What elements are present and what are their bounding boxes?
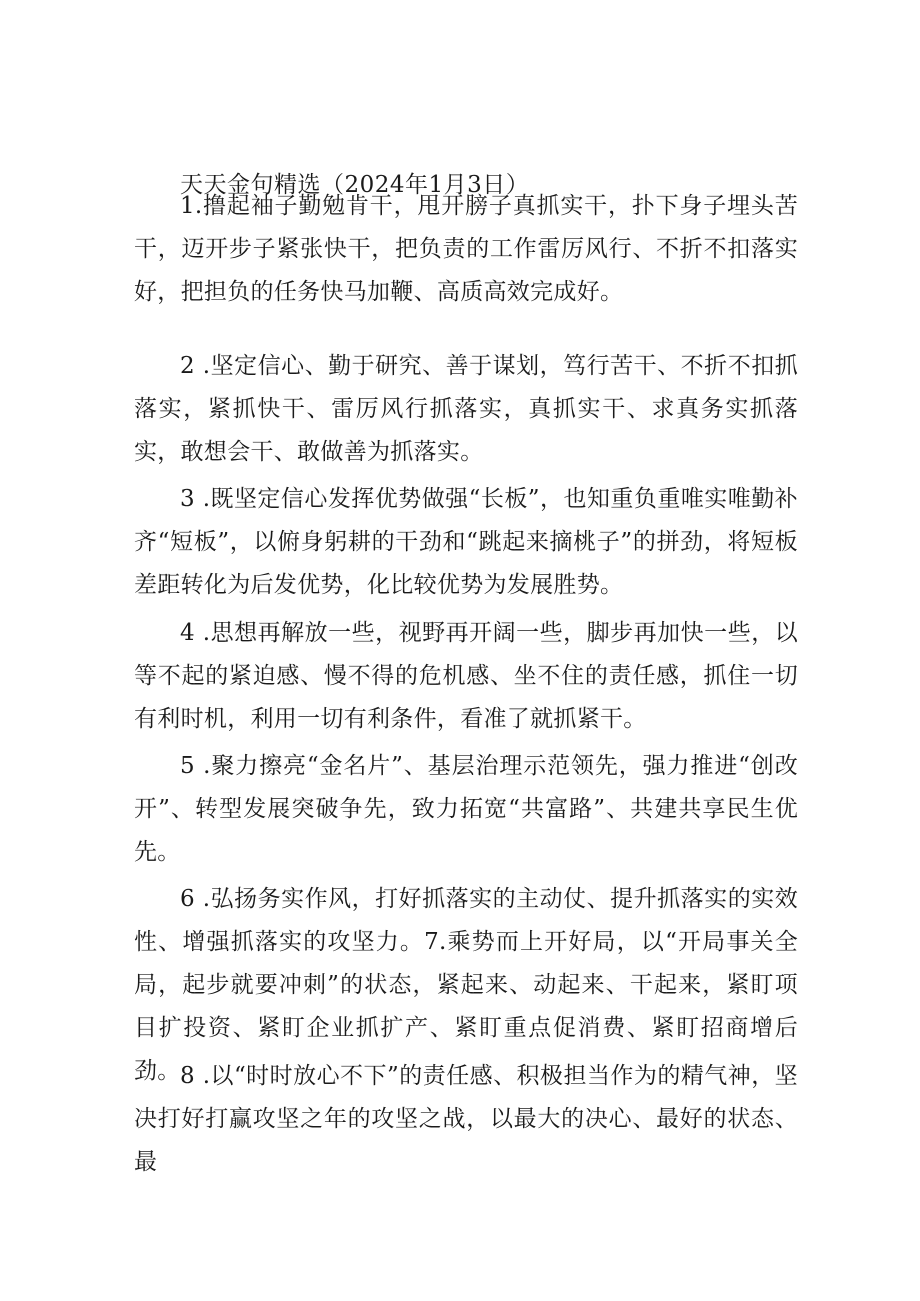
paragraph-3: 3 .既坚定信心发挥优势做强“长板”，也知重负重唯实唯勤补齐“短板”，以俯身躬耕的干劲和“跳起来摘桃子”的拼劲，将短板差距转化为后发优势，化比较优势为发展胜势。: [134, 486, 798, 598]
paragraph-5: 5 .聚力擦亮“金名片”、基层治理示范领先，强力推进“创改开”、转型发展突破争先，致力拓宽“共富路”、共建共享民生优先。: [134, 753, 798, 865]
paragraph-1: 1.撸起袖子勤勉肯干，甩开膀子真抓实干，扑下身子埋头苦干，迈开步子紧张快干，把负责的工作雷厉风行、不折不扣落实好，把担负的任务快马加鞭、高质高效完成好。: [134, 193, 798, 305]
paragraph-6: 6 .弘扬务实作风，打好抓落实的主动仗、提升抓落实的实效性、增强抓落实的攻坚力。7.乘势而上开好局，以“开局事关全局，起步就要冲刺”的状态，紧起来、动起来、干起来，紧盯项目扩投资、紧盯企业抓扩产、紧盯重点促消费、紧盯招商增后劲。: [134, 886, 798, 1084]
paragraph-4: 4 .思想再解放一些，视野再开阔一些，脚步再加快一些，以等不起的紧迫感、慢不得的危机感、坐不住的责任感，抓住一切有利时机，利用一切有利条件，看准了就抓紧干。: [134, 620, 798, 732]
document-title: 天天金句精选（2024年1月3日）: [180, 172, 530, 198]
paragraph-2: 2 .坚定信心、勤于研究、善于谋划，笃行苦干、不折不扣抓落实，紧抓快干、雷厉风行抓落实，真抓实干、求真务实抓落实，敢想会干、敢做善为抓落实。: [134, 353, 798, 465]
paragraph-7: 8 .以“时时放心不下”的责任感、积极担当作为的精气神，坚决打好打赢攻坚之年的攻坚之战，以最大的决心、最好的状态、最: [134, 1063, 798, 1175]
